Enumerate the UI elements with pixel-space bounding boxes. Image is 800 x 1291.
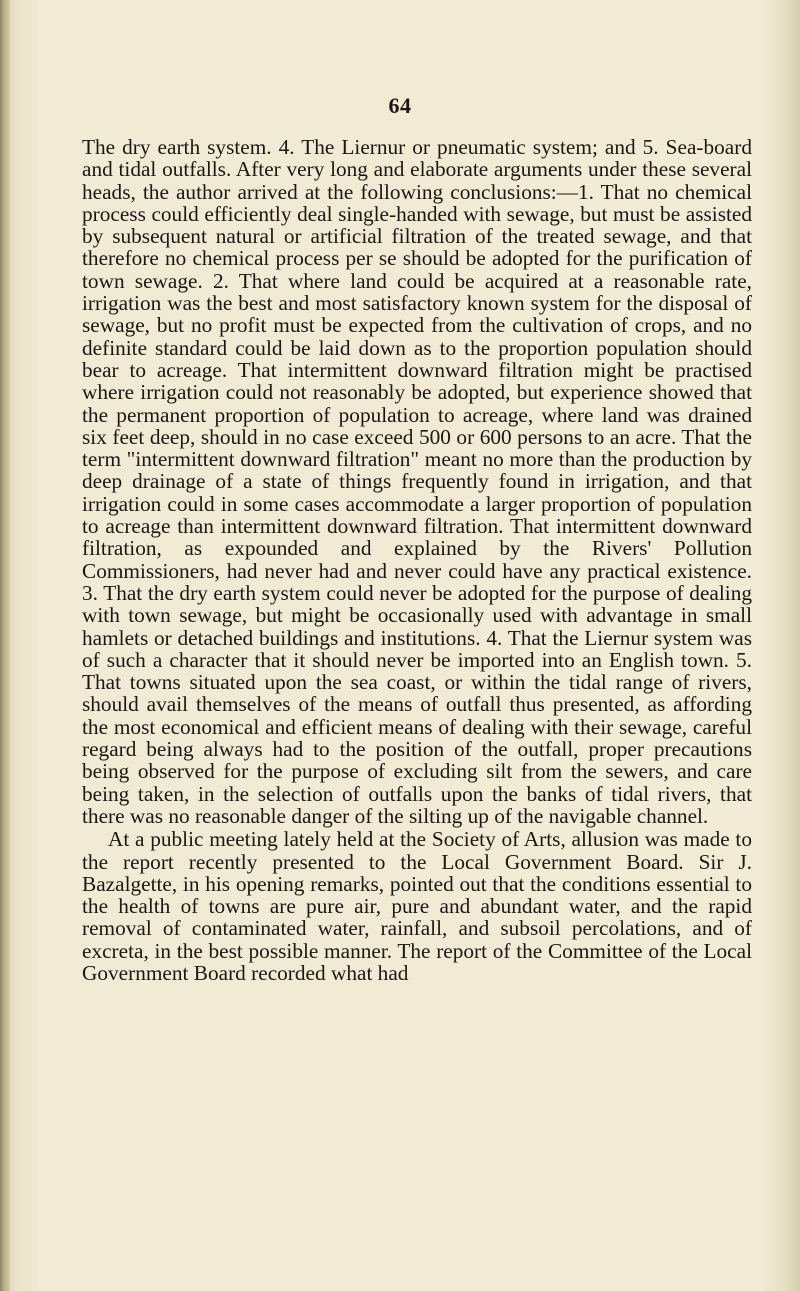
paragraph-conclusions: The dry earth system. 4. The Liernur or pneumatic system; and 5. Sea-board and tidal outfalls. After very long and elaborate arguments under these several heads, the author arrived at the following conclusions:—1. That no chemical process could efficiently deal single-handed with sewage, but must be assisted by subsequent natural or artificial filtration of the treated sewage, and that therefore no chemical process per se should be adopted for the purification of town sewage. 2. That where land could be acquired at a reasonable rate, irrigation was the best and most satisfactory known system for the disposal of sewage, but no profit must be expected from the cultivation of crops, and no definite standard could be laid down as to the proportion population should bear to acreage. That intermittent downward filtration might be practised where irrigation could not reasonably be adopted, but experience showed that the permanent proportion of population to acreage, where land was drained six feet deep, should in no case exceed 500 or 600 persons to an acre. That the term "intermittent downward filtration" meant no more than the production by deep drainage of a state of things frequently found in irrigation, and that irrigation could in some cases accommodate a larger proportion of population to acreage than intermittent downward filtration. That intermittent downward filtration, as expounded and explained by the Rivers' Pollution Commissioners, had never had and never could have any practical existence. 3. That the dry earth system could never be adopted for the purpose of dealing with town sewage, but might be occasionally used with advantage in small hamlets or detached buildings and institutions. 4. That the Liernur system was of such a character that it should never be imported into an English town. 5. That towns situated upon the sea coast, or within the tidal range of rivers, should avail themselves of the means of outfall thus presented, as affording the most economical and efficient means of dealing with their sewage, careful regard being always had to the position of the outfall, proper precautions being observed for the purpose of excluding silt from the sewers, and care being taken, in the selection of outfalls upon the banks of tidal rivers, that there was no reasonable danger of the silting up of the navigable channel. [82, 135, 752, 828]
page-binding-edge [0, 0, 10, 1291]
paragraph-society-of-arts: At a public meeting lately held at the Society of Arts, allusion was made to the report recently presented to the Local Government Board. Sir J. Bazalgette, in his opening remarks, pointed out that the conditions essential to the health of towns are pure air, pure and abundant water, and the rapid removal of contaminated water, rainfall, and subsoil percolations, and of excreta, in the best possible manner. The report of the Committee of the Local Government Board recorded what had [82, 827, 752, 985]
body-text [82, 136, 752, 984]
page-number: 64 [388, 93, 412, 118]
